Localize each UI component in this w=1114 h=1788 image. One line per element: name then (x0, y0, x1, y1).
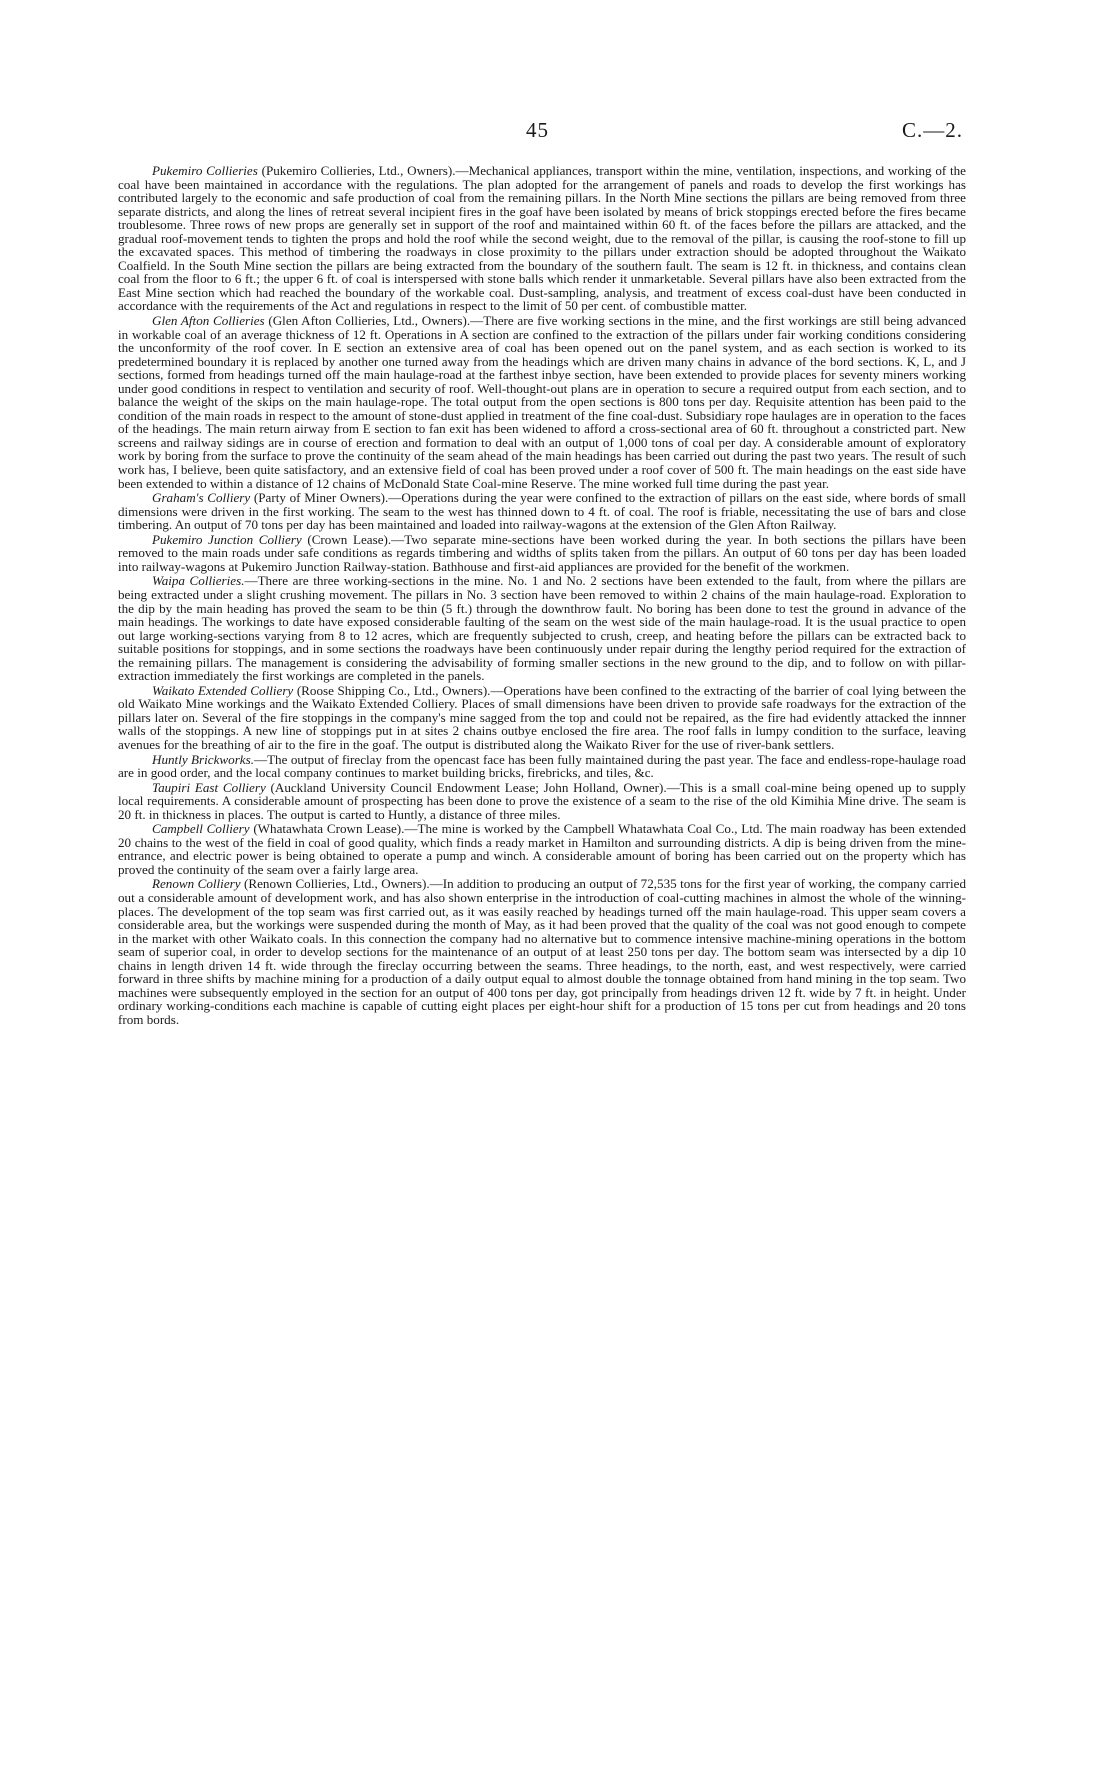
colliery-name: Taupiri East Colliery (152, 779, 266, 795)
paragraph-taupiri-east-colliery (118, 781, 966, 822)
paragraph-text: (Party of Miner Owners).—Operations during the year were confined to the extraction of pillars on the east side, where bords of small dimensions were driven in the first working. The seam to the west has thinned down to 4 ft. of coal. The roof is friable, necessitating the use of bars and close timbering. An output of 70 tons per day has been maintained and loaded into railway-wagons at the extension of the Glen Afton Railway. (118, 490, 966, 533)
colliery-name: Pukemiro Collieries (152, 163, 258, 178)
paragraph-pukemiro-junction-colliery (118, 533, 966, 574)
paragraph-huntly-brickworks (118, 753, 966, 780)
paragraph-text: (Crown Lease).—Two separate mine-sections have been worked during the year. In both sections the pillars have been removed to the main roads under safe conditions as regards timbering and widths of splits taken from the pillars. An output of 60 tons per day has been loaded into railway-wagons at Pukemiro Junction Railway-station. Bathhouse and first-aid appliances are provided for the benefit of the workmen. (118, 531, 966, 574)
paragraph-pukemiro-collieries (118, 164, 966, 313)
colliery-name: Glen Afton Collieries (152, 313, 265, 329)
body-text (118, 164, 966, 1027)
paragraph-text: (Renown Collieries, Ltd., Owners).—In addition to producing an output of 72,535 tons for the first year of working, the company carried out a considerable amount of development work, and has also shown enterprise in the introduction of coal-cutting machines in almost the whole of the winning-places. The development of the top seam was first carried out, as it was easily reached by headings turned off the main haulage-road. This upper seam covers a considerable area, but the workings were suspended during the month of May, as it had been proved that the quality of the coal was not good enough to compete in the market with other Waikato coals. In this connection the company had no alternative but to commence intensive machine-mining operations in the bottom seam of superior coal, in order to develop sections for the maintenance of an output of at least 250 tons per day. The bottom seam was intersected by a dip 10 chains in length driven 14 ft. wide through the fireclay occurring between the seams. Three headings, to the north, east, and west respectively, were carried forward in three shifts by machine mining for a production of a daily output equal to almost double the tonnage obtained from hand mining in the top seam. Two machines were subsequently employed in the section for an output of 400 tons per day, got principally from headings driven 12 ft. wide by 7 ft. in height. Under ordinary working-conditions each machine is capable of cutting eight places per eight-hour shift for a production of 15 tons per cut from headings and 20 tons from bords. (118, 876, 966, 1027)
colliery-name: Huntly Brickworks. (152, 751, 254, 767)
paragraph-grahams-colliery (118, 491, 966, 532)
colliery-name: Renown Colliery (152, 876, 241, 892)
paragraph-glen-afton-collieries (118, 314, 966, 490)
paragraph-text: (Roose Shipping Co., Ltd., Owners).—Operations have been confined to the extracting of the barrier of coal lying between the old Waikato Mine workings and the Waikato Extended Colliery. Places of small dimensions have been driven to provide safe roadways for the extraction of the pillars later on. Several of the fire stoppings in the company's mine sagged from the top and could not be repaired, as the fire had evidently attacked the innner walls of the stoppings. A new line of stoppings put in at sites 2 chains outbye enclosed the fire area. The roof falls in lumpy condition to the surface, leaving avenues for the breathing of air to the fire in the goaf. The output is distributed along the Waikato River for the use of river-bank settlers. (118, 682, 966, 752)
colliery-name: Graham's Colliery (152, 490, 251, 506)
paragraph-text: —The output of fireclay from the opencast face has been fully maintained during the past year. The face and endless-rope-haulage road are in good order, and the local company continues to market building bricks, firebricks, and tiles, &c. (118, 751, 966, 781)
colliery-name: Campbell Colliery (152, 821, 250, 837)
document-reference: C.—2. (902, 118, 964, 142)
colliery-name: Pukemiro Junction Colliery (152, 531, 302, 547)
paragraph-text: (Pukemiro Collieries, Ltd., Owners).—Mechanical appliances, transport within the mine, ventilation, inspections, and working of the coal have been maintained in accordance with the regulations. The plan adopted for the arrangement of panels and roads to develop the first workings has contributed largely to the economic and safe production of coal from the remaining pillars. In the North Mine sections the pillars are being removed from three separate districts, and along the lines of retreat several incipient fires in the goaf have been isolated by means of brick stoppings erected before the fires became troublesome. Three rows of new props are generally set in support of the roof and maintained within 60 ft. of the faces before the pillars are attacked, and the gradual roof-movement tends to tighten the props and hold the roof while the second weight, due to the removal of the pillar, is causing the roof-stone to fill up the excavated spaces. This method of timbering the roadways in close proximity to the pillars under extraction should be adopted throughout the Waikato Coalfield. In the South Mine section the pillars are being extracted from the boundary of the southern fault. The seam is 12 ft. in thickness, and contains clean coal from the floor to 6 ft.; the upper 6 ft. of coal is interspersed with stone balls which render it unmarketable. Several pillars have also been extracted from the East Mine section which had reached the boundary of the workable coal. Dust-sampling, analysis, and treatment of excess coal-dust have been conducted in accordance with the requirements of the Act and regulations in respect to the limit of 50 per cent. of combustible matter. (118, 163, 966, 314)
paragraph-campbell-colliery (118, 822, 966, 876)
colliery-name: Waipa Collieries. (152, 573, 245, 589)
paragraph-renown-colliery (118, 877, 966, 1026)
page-number: 45 (526, 118, 549, 142)
page-header (0, 118, 1114, 148)
paragraph-text: (Whatawhata Crown Lease).—The mine is worked by the Campbell Whatawhata Coal Co., Ltd. The main roadway has been extended 20 chains to the west of the field in coal of good quality, which finds a ready market in Hamilton and surrounding districts. A dip is being driven from the mine-entrance, and electric power is being obtained to operate a pump and winch. A considerable amount of boring has been carried out on the property which has proved the continuity of the seam over a fairly large area. (118, 821, 966, 877)
paragraph-text: —There are three working-sections in the mine. No. 1 and No. 2 sections have been extended to the fault, from where the pillars are being extracted under a slight crushing movement. The pillars in No. 3 section have been removed to within 2 chains of the main haulage-road. Exploration to the dip by the main heading has proved the seam to be thin (5 ft.) through the downthrow fault. No boring has been done to test the ground in advance of the main headings. The workings to date have exposed considerable faulting of the seam on the west side of the main haulage-road. It is the usual practice to open out large working-sections varying from 8 to 12 acres, which are frequently subjected to crush, creep, and heating before the pillars can be extracted back to suitable positions for stoppings, and in some sections the roadways have been continuously under repair during the lengthy period required for the extraction of the remaining pillars. The management is considering the advisability of forming smaller sections in the new ground to the dip, and to follow on with pillar-extraction immediately the first workings are completed in the panels. (118, 573, 966, 684)
paragraph-text: (Auckland University Council Endowment Lease; John Holland, Owner).—This is a small coal-mine being opened up to supply local requirements. A considerable amount of prospecting has been done to prove the existence of a seam to the rise of the old Kimihia Mine drive. The seam is 20 ft. in thickness in places. The output is carted to Huntly, a distance of three miles. (118, 779, 966, 822)
paragraph-text: (Glen Afton Collieries, Ltd., Owners).—There are five working sections in the mine, and the first workings are still being advanced in workable coal of an average thickness of 12 ft. Operations in A section are confined to the extraction of the pillars under fair working conditions considering the unconformity of the roof cover. In E section an extensive area of coal has been opened out on the panel system, and as each section is worked to its predetermined boundary it is replaced by another one turned away from the headings which are driven many chains in advance of the bord sections. K, L, and J sections, formed from headings turned off the main haulage-road at the farthest inbye section, have been extended to provide places for seventy miners working under good conditions in respect to ventilation and security of roof. Well-thought-out plans are in operation to secure a required output from each section, and to balance the weight of the skips on the main haulage-rope. The total output from the open sections is 800 tons per day. Requisite attention has been paid to the condition of the main roads in respect to the amount of stone-dust applied in treatment of the fine coal-dust. Subsidiary rope haulages are in operation to the faces of the headings. The main return airway from E section to fan exit has been widened to afford a cross-sectional area of 60 ft. throughout a constricted part. New screens and railway sidings are in course of erection and formation to deal with an output of 1,000 tons of coal per day. A considerable amount of exploratory work by boring from the surface to prove the continuity of the seam ahead of the main headings has been carried out during the past two years. The result of such work has, I believe, been quite satisfactory, and an extensive field of coal has been proved under a roof cover of 500 ft. The main headings on the east side have been extended to within a distance of 12 chains of McDonald State Coal-mine Reserve. The mine worked full time during the past year. (118, 313, 966, 491)
paragraph-waipa-collieries (118, 574, 966, 682)
colliery-name: Waikato Extended Colliery (152, 682, 294, 698)
paragraph-waikato-extended-colliery (118, 684, 966, 752)
